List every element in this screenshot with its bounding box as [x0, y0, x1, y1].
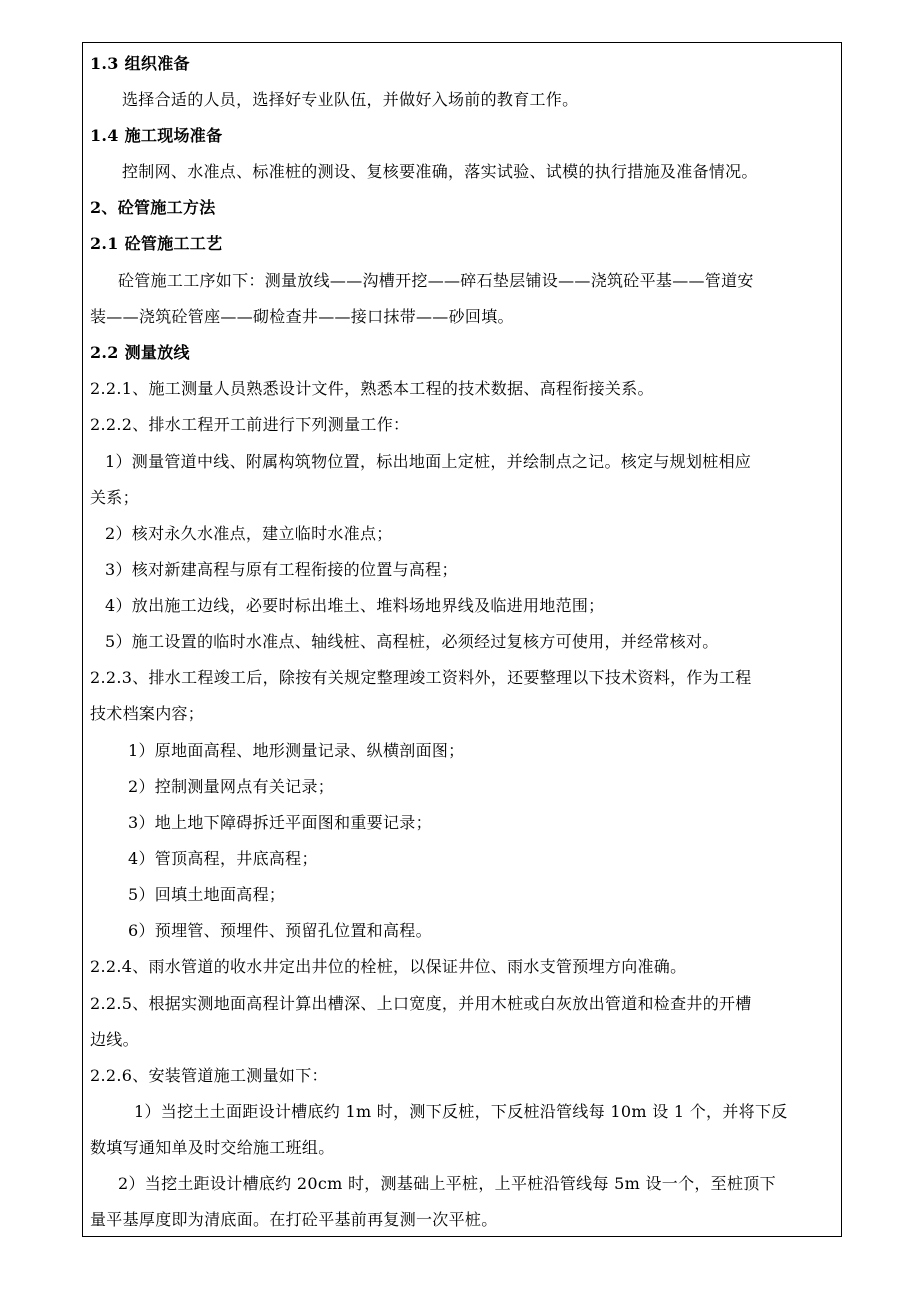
- paragraph: 2.2.3、排水工程竣工后，除按有关规定整理竣工资料外，还要整理以下技术资料，作为工程: [90, 668, 752, 687]
- paragraph: 边线。: [90, 1030, 139, 1049]
- list-item: 5）回填土地面高程；: [128, 885, 286, 904]
- paragraph: 装——浇筑砼管座——砌检查井——接口抹带——砂回填。: [90, 307, 514, 326]
- list-item: 2）控制测量网点有关记录；: [128, 777, 335, 796]
- paragraph: 控制网、水准点、标准桩的测设、复核要准确，落实试验、试模的执行措施及准备情况。: [122, 162, 758, 181]
- list-item: 2）核对永久水准点，建立临时水准点；: [105, 524, 393, 543]
- list-item: 3）地上地下障碍拆迁平面图和重要记录；: [128, 813, 432, 832]
- paragraph: 砼管施工工序如下：测量放线——沟槽开挖——碎石垫层铺设——浇筑砼平基——管道安: [118, 271, 754, 290]
- list-item: 1）测量管道中线、附属构筑物位置，标出地面上定桩，并绘制点之记。核定与规划桩相应: [105, 452, 752, 471]
- heading-2-1: 2.1 砼管施工工艺: [90, 234, 223, 253]
- paragraph: 技术档案内容；: [90, 704, 205, 723]
- list-item: 量平基厚度即为清底面。在打砼平基前再复测一次平桩。: [90, 1210, 498, 1229]
- list-item: 1）原地面高程、地形测量记录、纵横剖面图；: [128, 741, 465, 760]
- list-item: 数填写通知单及时交给施工班组。: [90, 1138, 335, 1157]
- heading-2: 2、砼管施工方法: [90, 198, 216, 217]
- paragraph: 2.2.4、雨水管道的收水井定出井位的栓桩，以保证井位、雨水支管预埋方向准确。: [90, 957, 687, 976]
- list-item: 6）预埋管、预埋件、预留孔位置和高程。: [128, 921, 432, 940]
- heading-1-3: 1.3 组织准备: [90, 54, 190, 73]
- paragraph: 选择合适的人员，选择好专业队伍，并做好入场前的教育工作。: [122, 90, 579, 109]
- paragraph: 2.2.1、施工测量人员熟悉设计文件，熟悉本工程的技术数据、高程衔接关系。: [90, 379, 654, 398]
- list-item: 5）施工设置的临时水准点、轴线桩、高程桩，必须经过复核方可使用，并经常核对。: [105, 632, 719, 651]
- heading-1-4: 1.4 施工现场准备: [90, 126, 223, 145]
- paragraph: 2.2.2、排水工程开工前进行下列测量工作：: [90, 415, 410, 434]
- list-item: 4）放出施工边线，必要时标出堆土、堆料场地界线及临进用地范围；: [105, 596, 605, 615]
- list-item: 1）当挖土土面距设计槽底约 1m 时，测下反桩，下反桩沿管线每 10m 设 1 个，并将下反: [134, 1102, 788, 1121]
- heading-2-2: 2.2 测量放线: [90, 343, 190, 362]
- paragraph: 2.2.5、根据实测地面高程计算出槽深、上口宽度，并用木桩或白灰放出管道和检查井的开槽: [90, 994, 752, 1013]
- list-item: 4）管顶高程，井底高程；: [128, 849, 318, 868]
- list-item: 关系；: [90, 488, 139, 507]
- list-item: 3）核对新建高程与原有工程衔接的位置与高程；: [105, 560, 458, 579]
- list-item: 2）当挖土距设计槽底约 20cm 时，测基础上平桩，上平桩沿管线每 5m 设一个，至桩顶下: [118, 1174, 776, 1193]
- paragraph: 2.2.6、安装管道施工测量如下：: [90, 1066, 328, 1085]
